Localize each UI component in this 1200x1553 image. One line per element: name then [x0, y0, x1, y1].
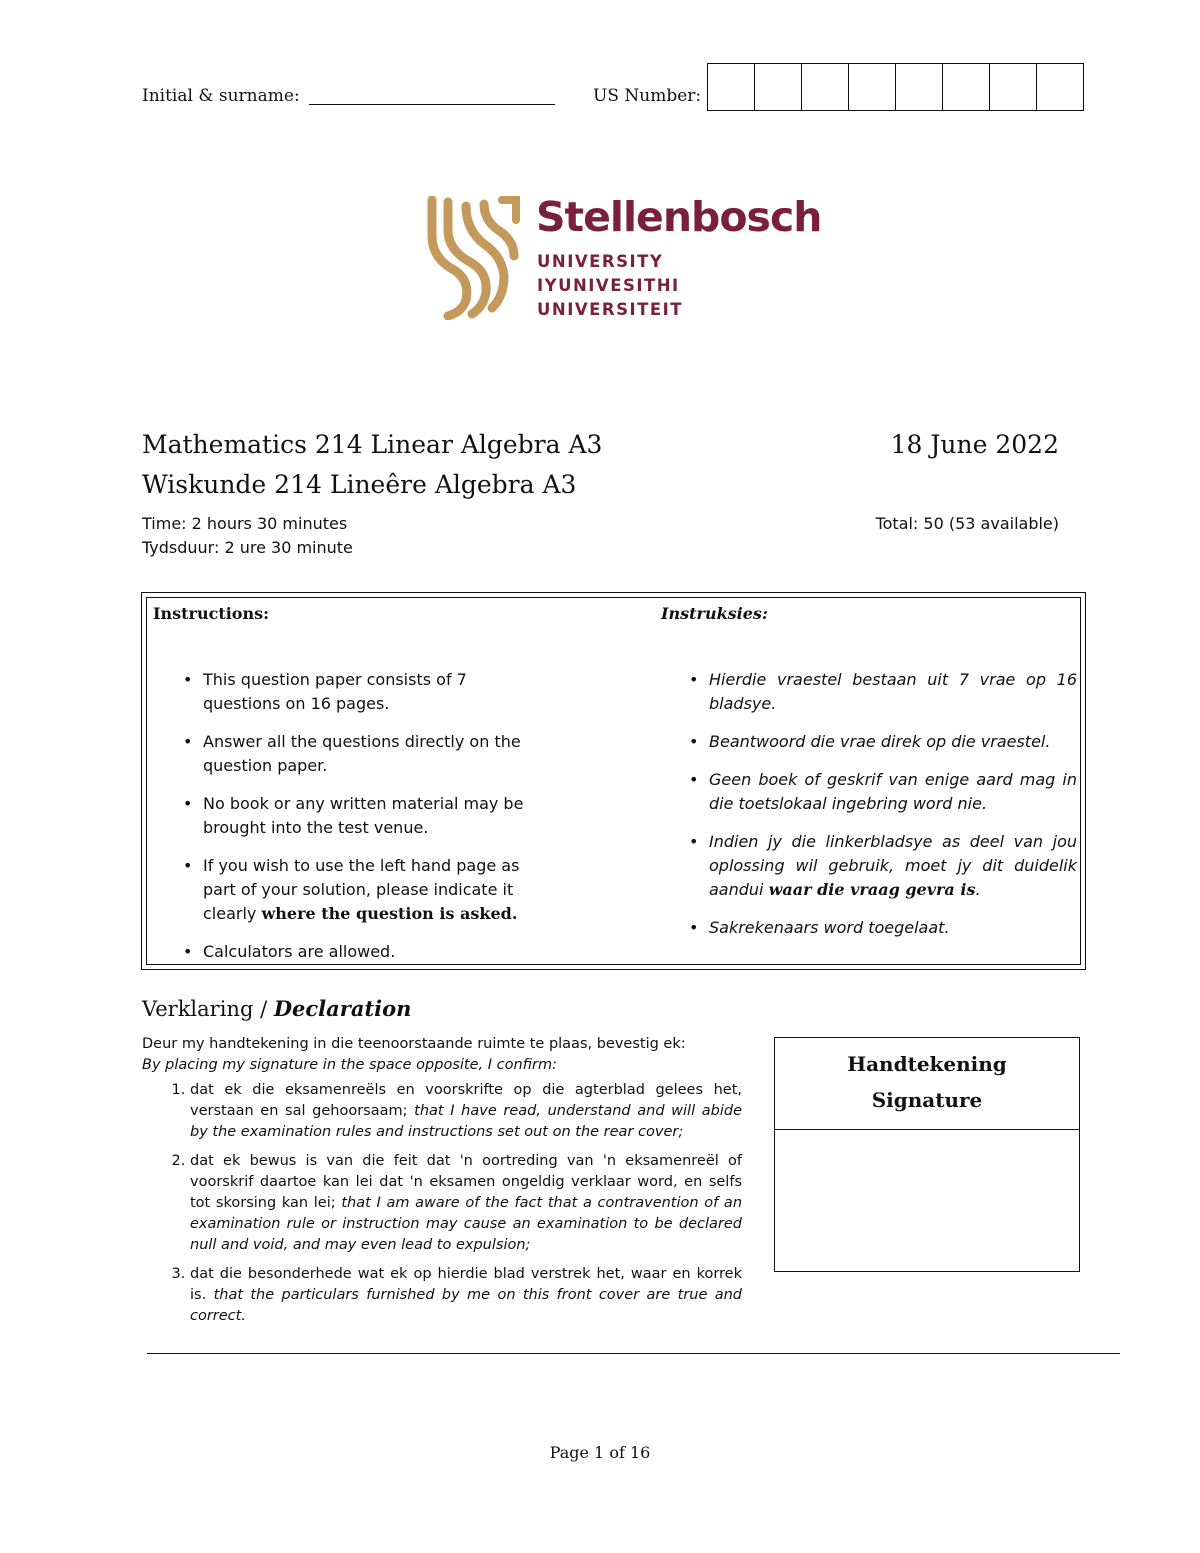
exam-date: 18 June 2022: [890, 430, 1059, 459]
list-item: • Hierdie vraestel bestaan uit 7 vrae op 16 bladsye.: [683, 668, 1077, 716]
logo-line-universiteit: UNIVERSITEIT: [537, 300, 684, 319]
list-item: • No book or any written material may be brought into the test venue.: [177, 792, 547, 840]
instructions-heading-en: Instructions:: [153, 604, 270, 623]
page-number: Page 1 of 16: [549, 1443, 651, 1462]
logo-line-university: UNIVERSITY: [537, 252, 664, 271]
list-item: • Geen boek of geskrif van enige aard mag in die toetslokaal ingebring word nie.: [683, 768, 1077, 816]
instructions-list-en: [177, 668, 547, 978]
total-marks: Total: 50 (53 available): [875, 514, 1059, 533]
list-item: • Beantwoord die vrae direk op die vraestel.: [683, 730, 1077, 754]
signature-header: [775, 1038, 1079, 1130]
course-title-en: Mathematics 214 Linear Algebra A3: [142, 430, 603, 459]
time-en: Time: 2 hours 30 minutes: [142, 514, 348, 533]
instructions-heading-af: Instruksies:: [661, 604, 768, 623]
signature-label-en: Signature: [871, 1088, 983, 1112]
logo-title: Stellenbosch: [536, 193, 822, 241]
us-number-digit-box[interactable]: [990, 64, 1037, 110]
declaration-intro-af: Deur my handtekening in die teenoorstaande ruimte te plaas, bevestig ek:: [142, 1036, 686, 1052]
name-field-line[interactable]: [309, 104, 555, 105]
declaration-heading: Verklaring / Declaration: [142, 996, 412, 1021]
list-item: 2. dat ek bewus is van die feit dat 'n oortreding van 'n eksamenreël of voorskrif daartoe kan lei dat 'n eksamen ongeldig verklaar word, en selfs tot skorsing kan lei; that I am aware of the fact that a contravention of an examination rule or instruction may cause an examination to be declared null and void, and may even lead to expulsion;: [190, 1151, 742, 1256]
emphasis-text: where the question is asked.: [261, 904, 518, 923]
list-item: • This question paper consists of 7 questions on 16 pages.: [177, 668, 547, 716]
name-label: Initial & surname:: [142, 86, 300, 106]
us-number-digit-box[interactable]: [849, 64, 896, 110]
signature-label-af: Handtekening: [847, 1052, 1007, 1076]
list-item: • Answer all the questions directly on the question paper.: [177, 730, 547, 778]
list-item: 1. dat ek die eksamenreëls en voorskrifte op die agterblad gelees het, verstaan en sal gehoorsaam; that I have read, understand and will abide by the examination rules and instructions set out on the rear cover;: [190, 1080, 742, 1143]
us-number-digit-box[interactable]: [1037, 64, 1083, 110]
declaration-list: [142, 1080, 742, 1327]
logo-line-iyunivesithi: IYUNIVESITHI: [537, 276, 680, 295]
list-item: • Sakrekenaars word toegelaat.: [683, 916, 1077, 940]
university-logo-icon: [426, 196, 520, 320]
course-title-af: Wiskunde 214 Lineêre Algebra A3: [142, 470, 577, 499]
divider: [147, 1353, 1120, 1354]
us-number-digit-box[interactable]: [802, 64, 849, 110]
us-number-digit-box[interactable]: [708, 64, 755, 110]
us-number-label: US Number:: [593, 86, 702, 106]
instructions-list-af: [683, 668, 1077, 954]
us-number-digit-box[interactable]: [943, 64, 990, 110]
time-af: Tydsduur: 2 ure 30 minute: [142, 538, 353, 557]
list-item: • Calculators are allowed.: [177, 940, 547, 964]
us-number-digit-box[interactable]: [755, 64, 802, 110]
signature-field[interactable]: [775, 1130, 1079, 1268]
list-item: 3. dat die besonderhede wat ek op hierdie blad verstrek het, waar en korrek is. that the particulars furnished by me on this front cover are true and correct.: [190, 1264, 742, 1327]
us-number-digit-box[interactable]: [896, 64, 943, 110]
declaration-body: [142, 1034, 742, 1335]
list-item: • Indien jy die linkerbladsye as deel van jou oplossing wil gebruik, moet jy dit duidelik aandui waar die vraag gevra is.: [683, 830, 1077, 902]
instructions-box: [141, 592, 1086, 970]
us-number-boxes[interactable]: [707, 63, 1084, 111]
list-item: • If you wish to use the left hand page as part of your solution, please indicate it clearly where the question is asked.: [177, 854, 547, 926]
emphasis-text: waar die vraag gevra is: [768, 880, 976, 899]
signature-box: [774, 1037, 1080, 1272]
declaration-intro-en: By placing my signature in the space opposite, I confirm:: [142, 1057, 557, 1073]
declaration-heading-en: Declaration: [273, 996, 412, 1021]
